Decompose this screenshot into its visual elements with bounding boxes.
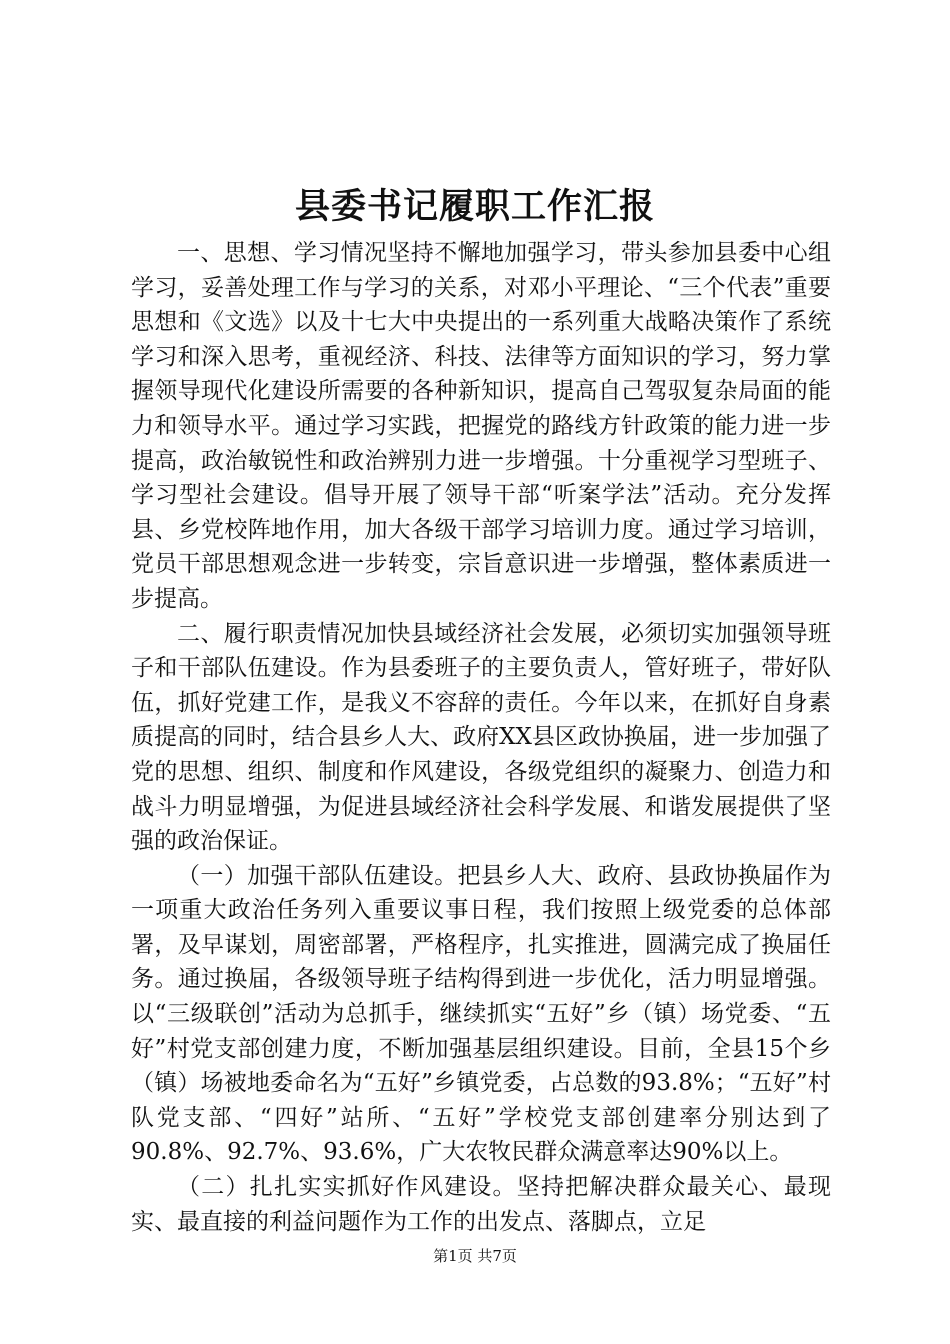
page-number-footer: 第1页 共7页	[433, 1247, 517, 1265]
paragraph-duty-performance: 二、履行职责情况加快县域经济社会发展，必须切实加强领导班子和干部队伍建设。作为县委班子的主要负责人，管好班子，带好队伍，抓好党建工作，是我义不容辞的责任。今年以来，在抓好自身素质提高的同时，结合县乡人大、政府XX县区政协换届，进一步加强了党的思想、组织、制度和作风建设，各级党组织的凝聚力、创造力和战斗力明显增强，为促进县域经济社会科学发展、和谐发展提供了坚强的政治保证。	[131, 620, 831, 855]
document-body	[131, 236, 831, 1239]
document-title: 县委书记履职工作汇报	[294, 186, 655, 227]
paragraph-cadre-team: （一）加强干部队伍建设。把县乡人大、政府、县政协换届作为一项重大政治任务列入重要议事日程，我们按照上级党委的总体部署，及早谋划，周密部署，严格程序，扎实推进，圆满完成了换届任务。通过换届，各级领导班子结构得到进一步优化，活力明显增强。以“三级联创”活动为总抓手，继续抓实“五好”乡（镇）场党委、“五好”村党支部创建力度，不断加强基层组织建设。目前，全县15个乡（镇）场被地委命名为“五好”乡镇党委，占总数的93.8%；“五好”村队党支部、“四好”站所、“五好”学校党支部创建率分别达到了90.8%、92.7%、93.6%，广大农牧民群众满意率达90%以上。	[131, 862, 831, 1166]
paragraph-work-style: （二）扎扎实实抓好作风建设。坚持把解决群众最关心、最现实、最直接的利益问题作为工作的出发点、落脚点，立足	[131, 1174, 831, 1235]
paragraph-thought-study: 一、思想、学习情况坚持不懈地加强学习，带头参加县委中心组学习，妥善处理工作与学习的关系，对邓小平理论、“三个代表”重要思想和《文选》以及十七大中央提出的一系列重大战略决策作了系统学习和深入思考，重视经济、科技、法律等方面知识的学习，努力掌握领导现代化建设所需要的各种新知识，提高自己驾驭复杂局面的能力和领导水平。通过学习实践，把握党的路线方针政策的能力进一步提高，政治敏锐性和政治辨别力进一步增强。十分重视学习型班子、学习型社会建设。倡导开展了领导干部“听案学法”活动。充分发挥县、乡党校阵地作用，加大各级干部学习培训力度。通过学习培训，党员干部思想观念进一步转变，宗旨意识进一步增强，整体素质进一步提高。	[131, 240, 831, 612]
